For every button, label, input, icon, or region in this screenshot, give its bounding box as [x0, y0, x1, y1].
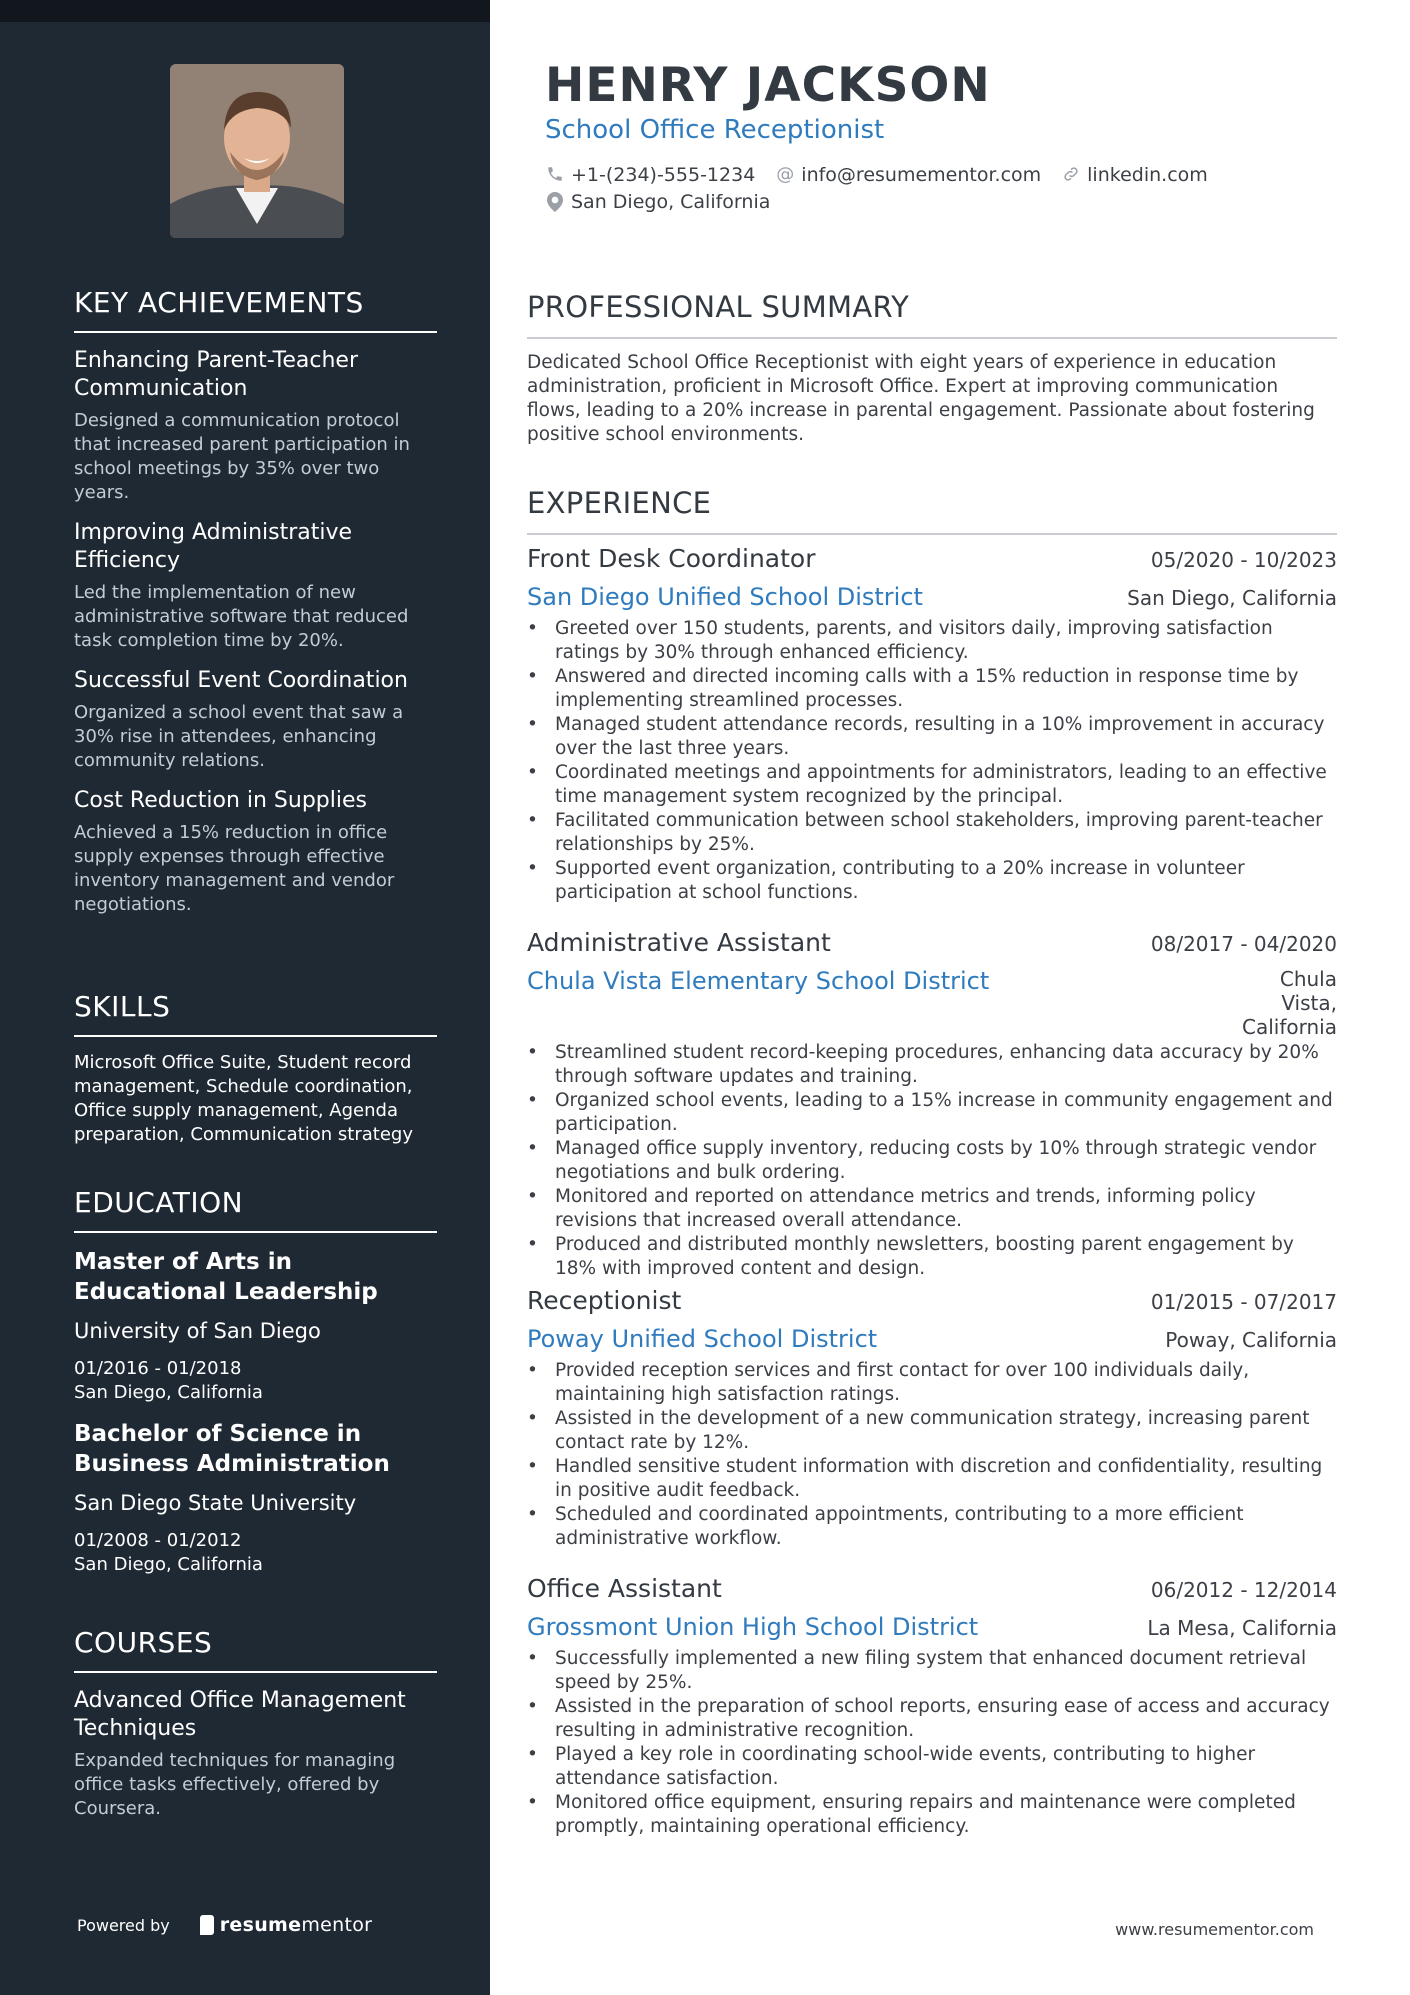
resumementor-logo-icon: [200, 1915, 214, 1935]
achievement-description: Designed a communication protocol that increased parent participation in school meetings by 35% over two years.: [74, 410, 410, 503]
key-achievements-section: [74, 286, 437, 917]
experience-item: [527, 544, 1337, 905]
experience-heading: EXPERIENCE: [527, 486, 1337, 535]
job-bullet: • Supported event organization, contributing to a 20% increase in volunteer participation at school functions.: [527, 857, 1337, 905]
candidate-name: HENRY JACKSON: [545, 58, 991, 113]
job-dates: 01/2015 - 07/2017: [1150, 1290, 1337, 1314]
job-bullet: • Answered and directed incoming calls with a 15% reduction in response time by implementing streamlined processes.: [527, 665, 1337, 713]
education-school: University of San Diego: [74, 1319, 321, 1343]
map-pin-icon: [545, 192, 565, 212]
education-heading: EDUCATION: [74, 1186, 437, 1233]
contact-email[interactable]: [775, 164, 1041, 186]
professional-summary-heading: PROFESSIONAL SUMMARY: [527, 290, 1337, 339]
at-sign-icon: @: [776, 164, 795, 185]
skills-heading: SKILLS: [74, 990, 437, 1037]
job-bullet: • Assisted in the preparation of school reports, ensuring ease of access and accuracy resulting in administrative recognition.: [527, 1695, 1337, 1743]
job-dates: 05/2020 - 10/2023: [1150, 548, 1337, 572]
course-item: [74, 1687, 437, 1821]
achievement-item: [74, 787, 437, 917]
job-bullets: [527, 617, 1337, 905]
achievement-item: [74, 519, 437, 653]
course-description: Expanded techniques for managing office tasks effectively, offered by Coursera.: [74, 1750, 396, 1819]
location-text: San Diego, California: [571, 191, 771, 213]
job-title: Front Desk Coordinator: [527, 544, 816, 573]
job-bullet: • Monitored and reported on attendance metrics and trends, informing policy revisions that increased overall attendance.: [527, 1185, 1337, 1233]
job-dates: 08/2017 - 04/2020: [1150, 932, 1337, 956]
job-company: San Diego Unified School District: [527, 583, 923, 611]
course-title: Advanced Office Management Techniques: [74, 1688, 406, 1741]
contact-location-row: [545, 191, 790, 213]
job-bullet: • Monitored office equipment, ensuring repairs and maintenance were completed promptly, maintaining operational efficiency.: [527, 1791, 1337, 1839]
experience-item: [527, 928, 1337, 1281]
job-bullets: [527, 1647, 1337, 1839]
job-bullet: • Produced and distributed monthly newsletters, boosting parent engagement by 18% with improved content and design.: [527, 1233, 1337, 1281]
candidate-role: School Office Receptionist: [545, 115, 885, 145]
skills-section: [74, 990, 437, 1147]
resumementor-logo[interactable]: [200, 1914, 373, 1936]
job-bullet: • Greeted over 150 students, parents, and visitors daily, improving satisfaction ratings by 30% through enhanced efficiency.: [527, 617, 1337, 665]
job-bullets: [527, 1041, 1337, 1281]
achievement-description: Achieved a 15% reduction in office supply expenses through effective inventory management and vendor negotiations.: [74, 822, 395, 915]
contact-location: [545, 191, 770, 213]
achievement-title: Improving Administrative Efficiency: [74, 520, 353, 573]
job-bullet: • Coordinated meetings and appointments for administrators, leading to an effective time management system recognized by the principal.: [527, 761, 1337, 809]
sidebar: [0, 0, 490, 1995]
education-school: San Diego State University: [74, 1491, 357, 1515]
experience-item: [527, 1286, 1337, 1551]
job-bullet: • Assisted in the development of a new communication strategy, increasing parent contact rate by 12%.: [527, 1407, 1337, 1455]
link-icon: [1061, 165, 1081, 185]
education-dates: 01/2008 - 01/2012: [74, 1530, 242, 1551]
education-section: [74, 1186, 437, 1577]
job-company: Chula Vista Elementary School District: [527, 967, 990, 995]
achievement-title: Cost Reduction in Supplies: [74, 788, 367, 813]
job-bullet: • Provided reception services and first contact for over 100 individuals daily, maintaining high satisfaction ratings.: [527, 1359, 1337, 1407]
contact-linkedin[interactable]: [1061, 164, 1208, 186]
phone-text: +1-(234)-555-1234: [571, 164, 756, 186]
job-bullet: • Handled sensitive student information with discretion and confidentiality, resulting in positive audit feedback.: [527, 1455, 1337, 1503]
education-location: San Diego, California: [74, 1382, 263, 1403]
achievement-item: [74, 347, 437, 505]
job-title: Administrative Assistant: [527, 928, 831, 957]
job-bullet: • Scheduled and coordinated appointments, contributing to a more efficient administrative workflow.: [527, 1503, 1337, 1551]
professional-summary-section: [527, 290, 1337, 447]
experience-section: [527, 486, 1337, 535]
courses-section: [74, 1626, 437, 1821]
brand-name-light: mentor: [301, 1914, 373, 1936]
job-bullet: • Facilitated communication between school stakeholders, improving parent-teacher relationships by 25%.: [527, 809, 1337, 857]
job-title: Office Assistant: [527, 1574, 722, 1603]
powered-by-label: Powered by: [77, 1915, 170, 1935]
achievement-title: Successful Event Coordination: [74, 668, 408, 693]
education-item: [74, 1419, 437, 1577]
job-location: Poway, California: [1165, 1328, 1337, 1352]
experience-item: [527, 1574, 1337, 1839]
job-bullet: • Managed student attendance records, resulting in a 10% improvement in accuracy over the last three years.: [527, 713, 1337, 761]
job-dates: 06/2012 - 12/2014: [1150, 1578, 1337, 1602]
education-degree: Bachelor of Science in Business Administration: [74, 1421, 390, 1477]
education-dates: 01/2016 - 01/2018: [74, 1358, 242, 1379]
sidebar-top-strip: [0, 0, 490, 22]
job-bullet: • Streamlined student record-keeping procedures, enhancing data accuracy by 20% through software updates and training.: [527, 1041, 1337, 1089]
courses-heading: COURSES: [74, 1626, 437, 1673]
job-company: Poway Unified School District: [527, 1325, 878, 1353]
achievement-description: Led the implementation of new administrative software that reduced task completion time by 20%.: [74, 582, 409, 651]
achievement-title: Enhancing Parent-Teacher Communication: [74, 348, 359, 401]
contact-phone[interactable]: [545, 164, 755, 186]
job-bullet: • Played a key role in coordinating school-wide events, contributing to higher attendance satisfaction.: [527, 1743, 1337, 1791]
job-bullet: • Managed office supply inventory, reducing costs by 10% through strategic vendor negotiations and bulk ordering.: [527, 1137, 1337, 1185]
job-location: Chula Vista, California: [1242, 967, 1337, 1039]
job-company: Grossmont Union High School District: [527, 1613, 979, 1641]
brand-name-bold: resume: [219, 1914, 302, 1936]
job-bullet: • Successfully implemented a new filing system that enhanced document retrieval speed by 25%.: [527, 1647, 1337, 1695]
linkedin-text: linkedin.com: [1087, 164, 1208, 186]
skills-list: Microsoft Office Suite, Student record management, Schedule coordination, Office supply management, Agenda preparation, Communication strategy: [74, 1052, 413, 1145]
job-title: Receptionist: [527, 1286, 682, 1315]
education-item: [74, 1247, 437, 1405]
powered-by-footer: [77, 1914, 372, 1936]
professional-summary-text: Dedicated School Office Receptionist with eight years of experience in education administration, proficient in Microsoft Office. Expert at improving communication flows, leading to a 20% increase in parental engagement. Passionate about fostering positive school environments.: [527, 352, 1315, 445]
key-achievements-heading: KEY ACHIEVEMENTS: [74, 286, 437, 333]
job-bullets: [527, 1359, 1337, 1551]
achievement-description: Organized a school event that saw a 30% rise in attendees, enhancing community relations.: [74, 702, 404, 771]
job-location: San Diego, California: [1127, 586, 1337, 610]
footer-url[interactable]: www.resumementor.com: [1115, 1920, 1314, 1939]
contact-row: [545, 164, 1228, 186]
achievement-item: [74, 667, 437, 773]
education-degree: Master of Arts in Educational Leadership: [74, 1249, 378, 1305]
profile-photo: [170, 64, 344, 238]
education-location: San Diego, California: [74, 1554, 263, 1575]
phone-icon: [545, 165, 565, 185]
email-text: info@resumementor.com: [801, 164, 1042, 186]
job-location: La Mesa, California: [1147, 1616, 1337, 1640]
job-bullet: • Organized school events, leading to a 15% increase in community engagement and participation.: [527, 1089, 1337, 1137]
